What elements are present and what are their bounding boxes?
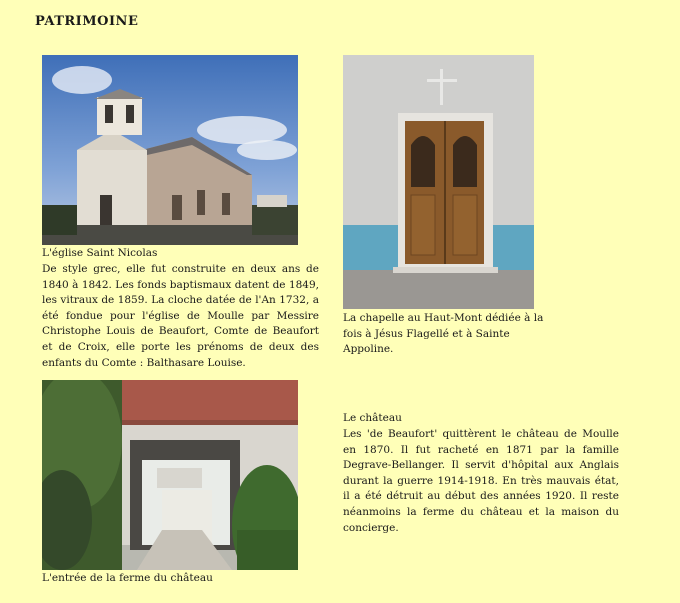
page-title: PATRIMOINE — [35, 14, 139, 29]
farm-entrance-photo — [42, 380, 298, 570]
church-description: De style grec, elle fut construite en deux ans de 1840 à 1842. Les fonds baptismaux datent de 1849, les vitraux de 1859. La cloche datée de l'An 1732, a été fondue pour l'église de Moulle par Messire Christophe Louis de Beaufort, Comte de Beaufort et de Croix, elle porte les prénoms de deux des enfants du Comte : Balthasare Louise. — [42, 263, 319, 369]
chateau-caption-title: Le château — [343, 412, 402, 424]
church-photo — [42, 55, 298, 245]
church-caption-title: L'église Saint Nicolas — [42, 247, 158, 259]
chapel-photo — [343, 55, 534, 309]
chapel-caption: La chapelle au Haut-Mont dédiée à la fois à Jésus Flagellé et à Sainte Appoline. — [343, 312, 544, 355]
farm-caption: L'entrée de la ferme du château — [42, 572, 213, 584]
chateau-description: Les 'de Beaufort' quittèrent le château de Moulle en 1870. Il fut racheté en 1871 par la famille Degrave-Bellanger. Il servit d'hôpital aux Anglais durant la guerre 1914-1918. En très mauvais état, il a été détruit au début des années 1920. Il reste néanmoins la ferme du château et la maison du concierge. — [343, 428, 619, 534]
